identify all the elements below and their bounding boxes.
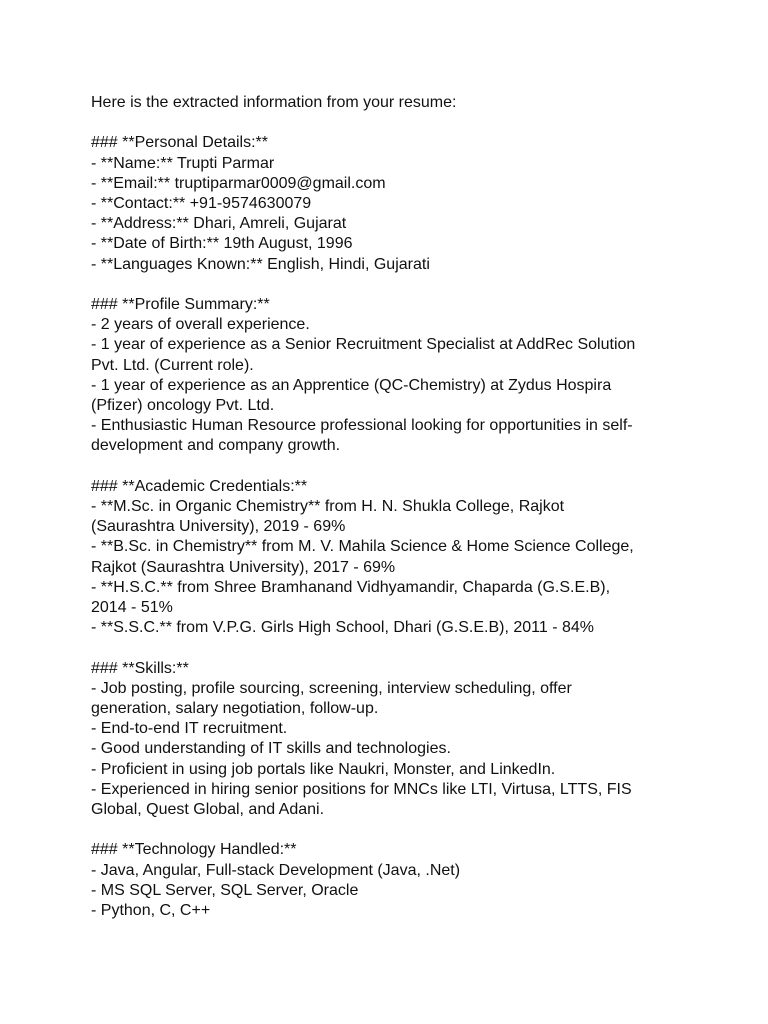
text-line: Rajkot (Saurashtra University), 2017 - 69% (91, 558, 396, 576)
text-line: - Job posting, profile sourcing, screening, interview scheduling, offer (91, 679, 572, 697)
text-line: development and company growth. (91, 437, 341, 455)
text-line: - Proficient in using job portals like Naukri, Monster, and LinkedIn. (91, 760, 556, 778)
text-line: - End-to-end IT recruitment. (91, 720, 288, 738)
section-heading: ### **Skills:** (91, 659, 189, 677)
blank-line (91, 820, 691, 840)
text-line: generation, salary negotiation, follow-up. (91, 700, 379, 718)
contact-line: - **Contact:** +91-9574630079 (91, 195, 312, 212)
technology-handled-section (91, 840, 691, 921)
blank-line (91, 457, 691, 477)
text-line: Global, Quest Global, and Adani. (91, 801, 325, 819)
text-line: - 1 year of experience as an Apprentice (QC-Chemistry) at Zydus Hospira (91, 376, 612, 394)
text-line: - Experienced in hiring senior positions for MNCs like LTI, Virtusa, LTTS, FIS (91, 780, 632, 798)
intro-text: Here is the extracted information from your resume: (91, 94, 457, 111)
dob-line: - **Date of Birth:** 19th August, 1996 (91, 235, 353, 253)
academic-credentials-section (91, 477, 691, 639)
text-line: - 1 year of experience as a Senior Recruitment Specialist at AddRec Solution (91, 336, 636, 354)
text-line: (Pfizer) oncology Pvt. Ltd. (91, 397, 275, 415)
skills-section (91, 659, 691, 821)
blank-line (91, 113, 691, 133)
text-line: - Python, C, C++ (91, 902, 211, 920)
profile-summary-section (91, 295, 691, 457)
section-heading: ### **Profile Summary:** (91, 296, 270, 313)
name-line: - **Name:** Trupti Parmar (91, 154, 275, 172)
text-line: - Java, Angular, Full-stack Development (Java, .Net) (91, 861, 461, 879)
address-line: - **Address:** Dhari, Amreli, Gujarat (91, 215, 347, 233)
personal-details-section (91, 133, 691, 274)
section-heading: ### **Personal Details:** (91, 134, 268, 152)
section-heading: ### **Academic Credentials:** (91, 477, 308, 495)
blank-line (91, 638, 691, 658)
text-line: 2014 - 51% (91, 599, 173, 617)
languages-line: - **Languages Known:** English, Hindi, Gujarati (91, 255, 430, 273)
text-line: Pvt. Ltd. (Current role). (91, 356, 254, 374)
text-line: - **M.Sc. in Organic Chemistry** from H. N. Shukla College, Rajkot (91, 498, 565, 516)
blank-line (91, 275, 691, 295)
text-line: - **B.Sc. in Chemistry** from M. V. Mahila Science & Home Science College, (91, 538, 634, 556)
text-line: - MS SQL Server, SQL Server, Oracle (91, 881, 359, 899)
text-line: (Saurashtra University), 2019 - 69% (91, 518, 346, 536)
email-line: - **Email:** truptiparmar0009@gmail.com (91, 174, 386, 192)
text-line: - **S.S.C.** from V.P.G. Girls High School, Dhari (G.S.E.B), 2011 - 84% (91, 619, 595, 637)
document-body (91, 93, 691, 921)
text-line: - Good understanding of IT skills and technologies. (91, 740, 451, 758)
text-line: - **H.S.C.** from Shree Bramhanand Vidhyamandir, Chaparda (G.S.E.B), (91, 578, 611, 596)
text-line: - 2 years of overall experience. (91, 316, 310, 334)
text-line: - Enthusiastic Human Resource professional looking for opportunities in self- (91, 417, 633, 435)
section-heading: ### **Technology Handled:** (91, 841, 297, 859)
